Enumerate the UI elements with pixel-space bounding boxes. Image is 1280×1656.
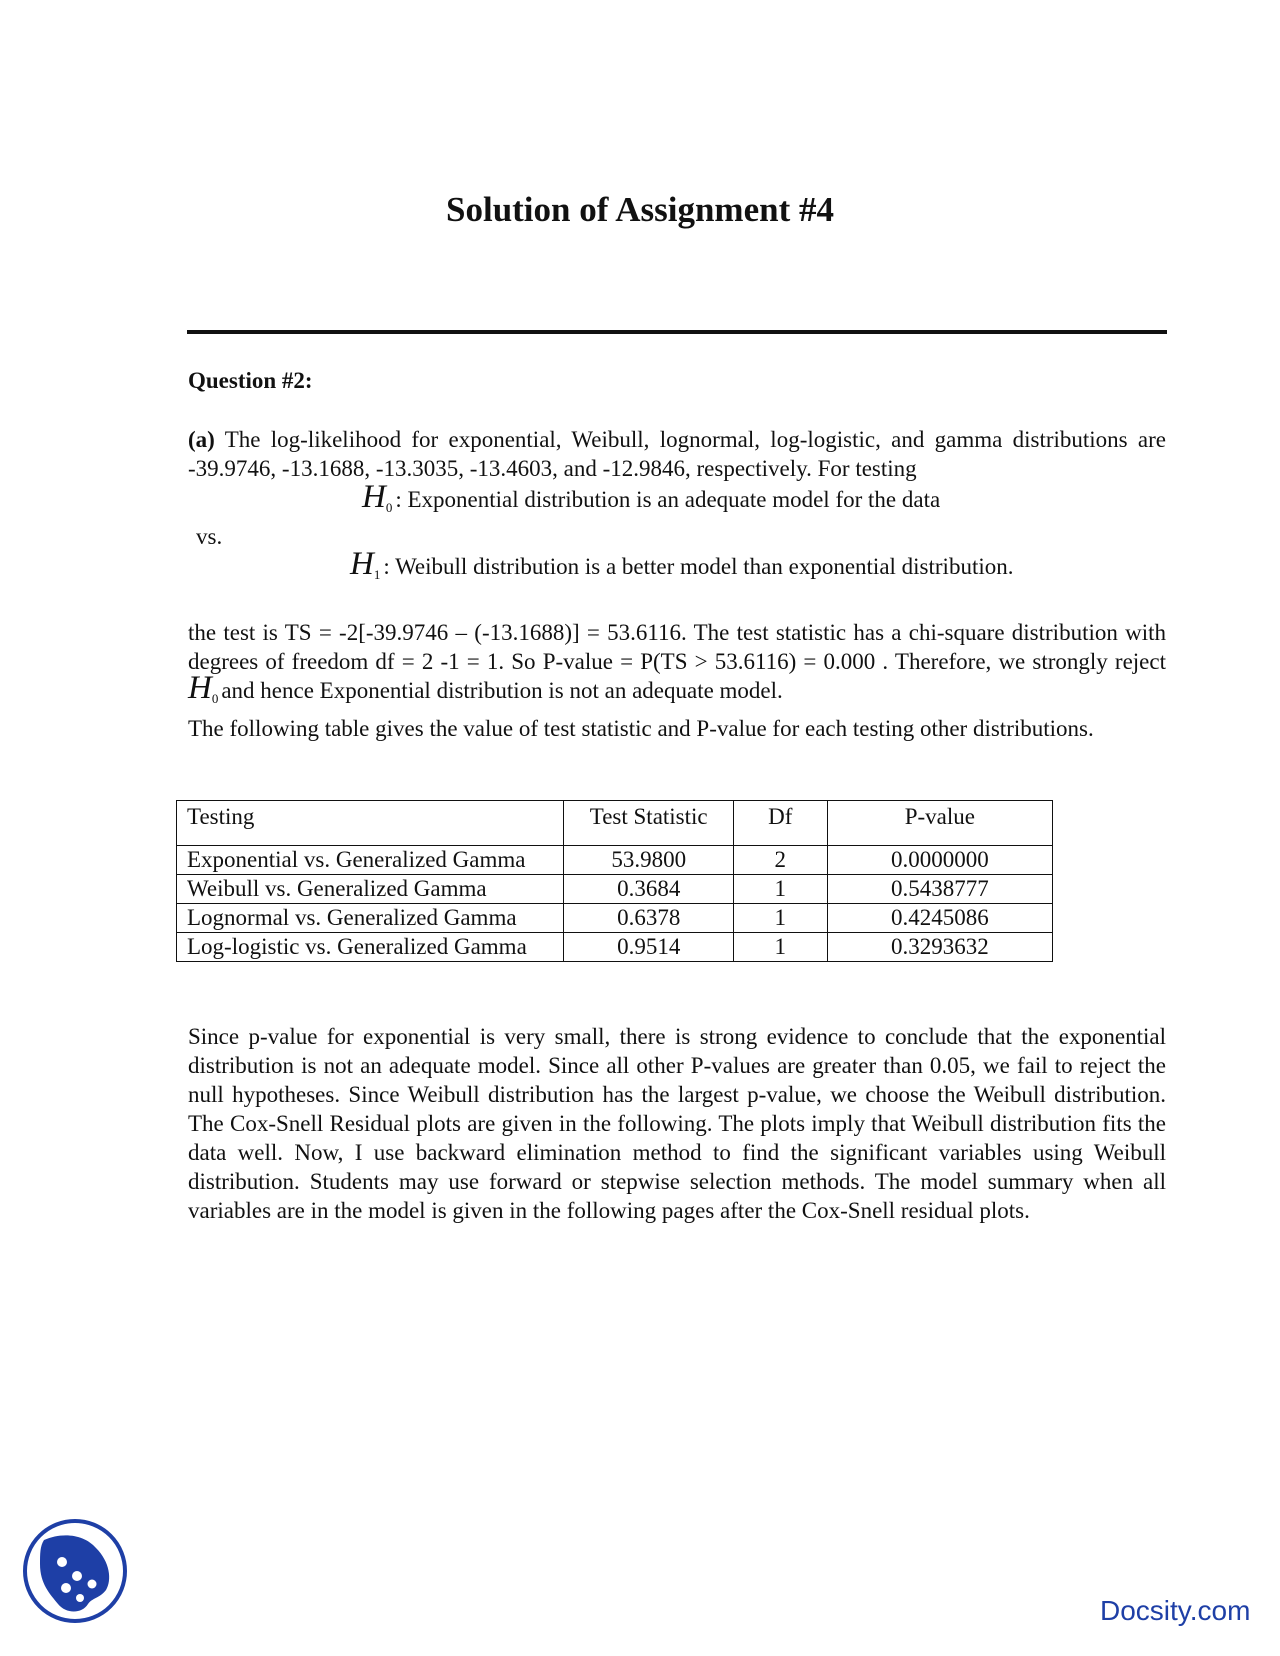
cell-df: 2 [733, 846, 827, 875]
question-heading: Question #2: [188, 368, 313, 393]
header-testing: Testing [177, 801, 564, 846]
cell-p-value: 0.0000000 [827, 846, 1052, 875]
cell-p-value: 0.5438777 [827, 875, 1052, 904]
cell-p-value: 0.4245086 [827, 904, 1052, 933]
cell-p-value: 0.3293632 [827, 933, 1052, 962]
cell-df: 1 [733, 933, 827, 962]
conclusion-paragraph: Since p-value for exponential is very small, there is strong evidence to conclude that the exponential distribution is not an adequate model. Since all other P-values are greater than 0.05, we fail to reject the null hypotheses. Since Weibull distribution has the largest p-value, we choose the Weibull distribution. The Cox-Snell Residual plots are given in the following. The plots imply that Weibull distribution fits the data well. Now, I use backward elimination method to find the significant variables using Weibull distribution. Students may use forward or stepwise selection methods. The model summary when all variables are in the model is given in the following pages after the Cox-Snell residual plots. [188, 1024, 1166, 1223]
header-p-value: P-value [827, 801, 1052, 846]
cell-testing: Log-logistic vs. Generalized Gamma [177, 933, 564, 962]
null-hypothesis [362, 479, 941, 522]
h0-text: : Exponential distribution is an adequate model for the data [395, 487, 941, 512]
test-statistic-paragraph [188, 618, 1166, 713]
table-row [177, 933, 1053, 962]
cell-df: 1 [733, 875, 827, 904]
h0-symbol: H [362, 479, 386, 515]
h0-inline-subscript: 0 [211, 691, 219, 706]
docsity-brand-link[interactable]: Docsity.com [1100, 1595, 1251, 1626]
docsity-logo-icon[interactable] [22, 1518, 128, 1624]
cell-test-statistic: 0.9514 [564, 933, 734, 962]
h1-text: : Weibull distribution is a better model than exponential distribution. [383, 554, 1014, 579]
cell-testing: Weibull vs. Generalized Gamma [177, 875, 564, 904]
page-title: Solution of Assignment #4 [446, 190, 834, 229]
part-a-paragraph [188, 425, 1166, 483]
part-a-intro: The log-likelihood for exponential, Weibull, lognormal, log-logistic, and gamma distributions are -39.9746, -13.1688, -13.3035, -13.4603, and -12.9846, respectively. For testing [188, 427, 1166, 481]
versus-label: vs. [196, 524, 223, 549]
table-row [177, 846, 1053, 875]
test-para-text: the test is TS = -2[-39.9746 – (-13.1688)] = 53.6116. The test statistic has a chi-square distribution with degrees of freedom df = 2 -1 = 1. So P-value = P(TS > 53.6116) = 0.000 . Therefore, we strongly reject [188, 620, 1166, 674]
h0-subscript: 0 [385, 500, 393, 515]
cell-test-statistic: 0.6378 [564, 904, 734, 933]
table-row [177, 904, 1053, 933]
header-test-statistic: Test Statistic [564, 801, 734, 846]
alternative-hypothesis [350, 546, 1014, 589]
results-table [176, 800, 1053, 962]
test-para-tail: and hence Exponential distribution is not an adequate model. [221, 678, 783, 703]
table-intro-paragraph: The following table gives the value of test statistic and P-value for each testing other distributions. [188, 716, 1094, 741]
cell-df: 1 [733, 904, 827, 933]
cell-test-statistic: 0.3684 [564, 875, 734, 904]
h0-inline-symbol: H [188, 670, 212, 706]
h1-symbol: H [350, 546, 374, 582]
cell-testing: Exponential vs. Generalized Gamma [177, 846, 564, 875]
cell-testing: Lognormal vs. Generalized Gamma [177, 904, 564, 933]
h1-subscript: 1 [373, 567, 381, 582]
horizontal-rule [187, 330, 1167, 334]
table-header-row [177, 801, 1053, 846]
table-row [177, 875, 1053, 904]
cell-test-statistic: 53.9800 [564, 846, 734, 875]
part-a-label: (a) [188, 427, 215, 452]
header-df: Df [733, 801, 827, 846]
